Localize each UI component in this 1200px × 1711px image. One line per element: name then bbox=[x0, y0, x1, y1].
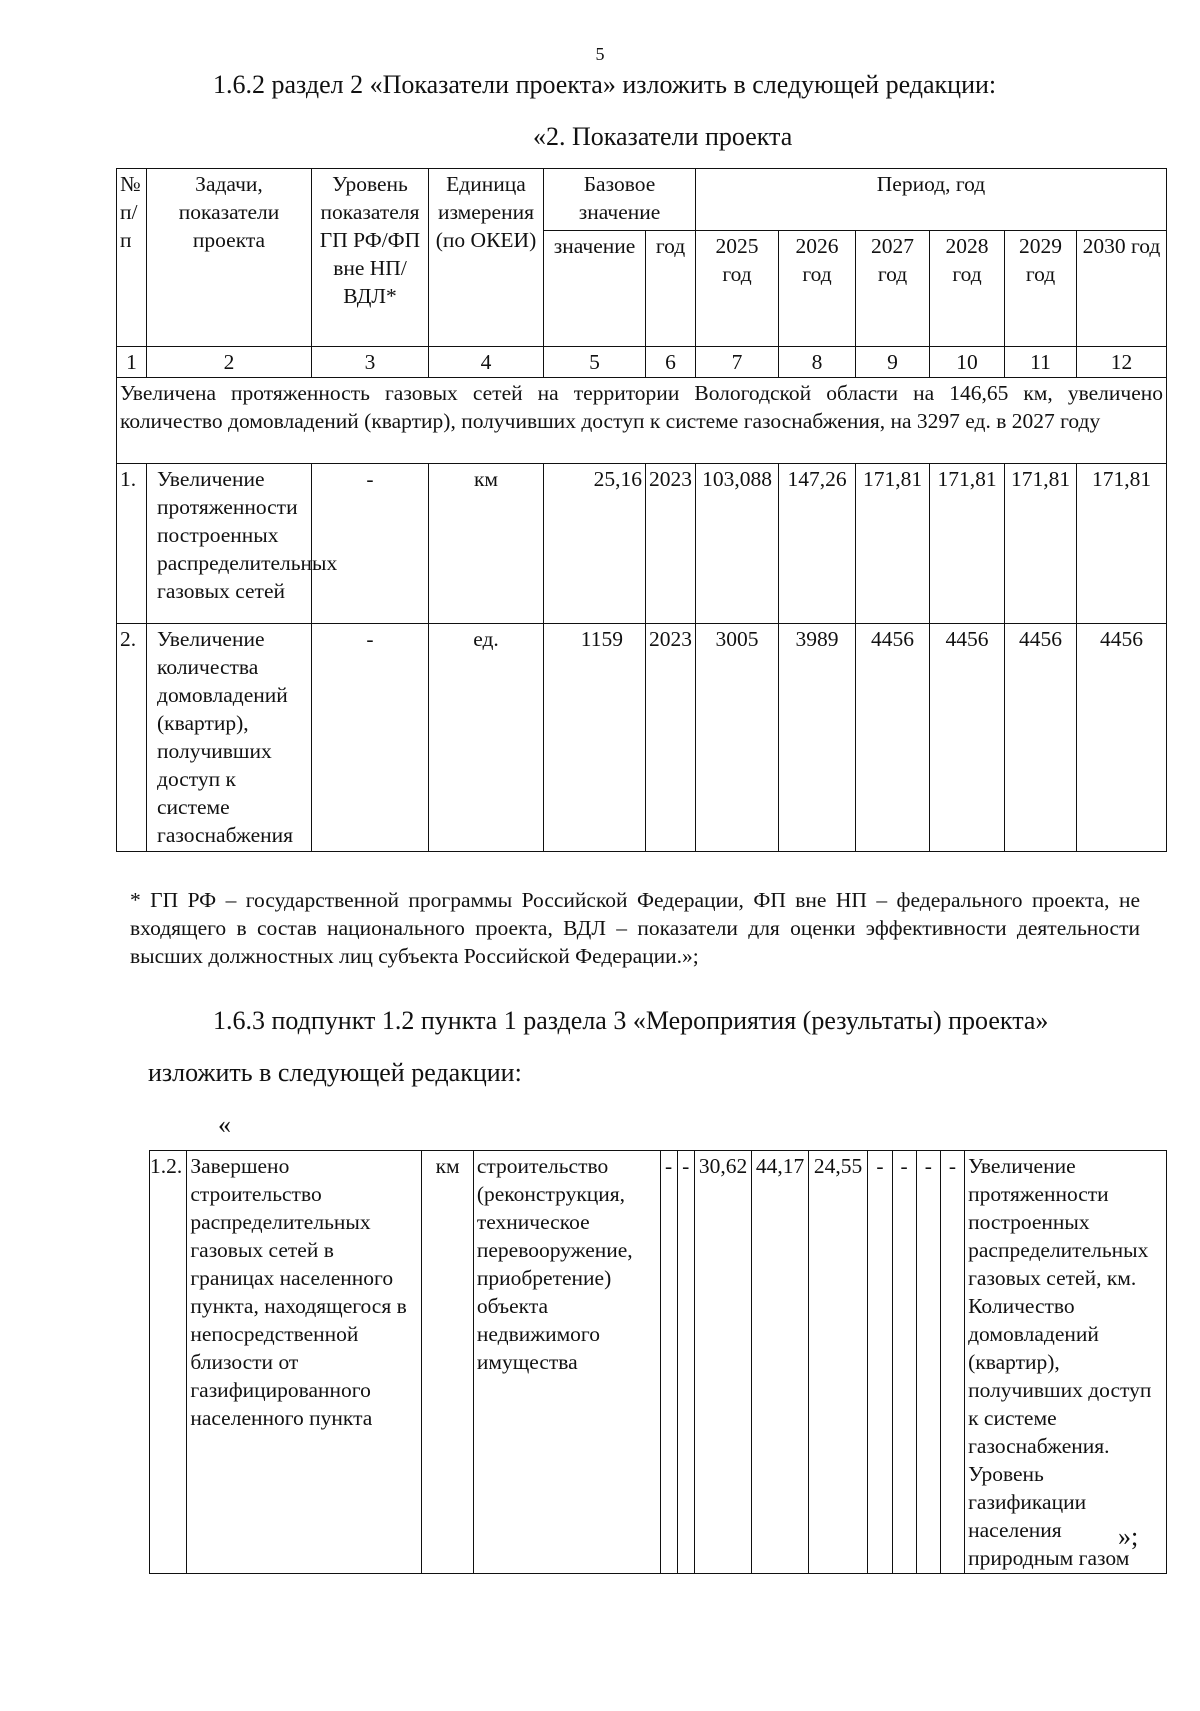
header-num: № п/ п bbox=[117, 169, 147, 347]
opening-quote: « bbox=[218, 1110, 231, 1139]
activity-result: Увеличение протяженности построенных распределительных газовых сетей, км. Количество домовладений (квартир), получивших доступ к системе газоснабжения. Уровень газификации населения природным газом bbox=[965, 1151, 1167, 1574]
header-year-2029: 2029 год bbox=[1005, 231, 1077, 347]
activity-num: 1.2. bbox=[150, 1151, 187, 1574]
header-year-2030: 2030 год bbox=[1077, 231, 1167, 347]
activity-value: 30,62 bbox=[694, 1151, 752, 1574]
activities-table bbox=[149, 1150, 1167, 1574]
row-value-2027: 171,81 bbox=[856, 464, 930, 624]
activity-dash: - bbox=[916, 1151, 940, 1574]
amendment-paragraph-continued: изложить в следующей редакции: bbox=[148, 1058, 522, 1087]
header-level: Уровень показателя ГП РФ/ФП вне НП/ВДЛ* bbox=[312, 169, 429, 347]
column-number: 9 bbox=[856, 347, 930, 378]
row-value-2028: 4456 bbox=[930, 624, 1005, 852]
header-year-2028: 2028 год bbox=[930, 231, 1005, 347]
row-value-2030: 4456 bbox=[1077, 624, 1167, 852]
row-base-value: 25,16 bbox=[544, 464, 646, 624]
column-number: 7 bbox=[696, 347, 779, 378]
activity-name: Завершено строительство распределительных газовых сетей в границах населенного пункта, находящегося в непосредственной близости от газифицированного населенного пункта bbox=[187, 1151, 422, 1574]
header-unit: Единица измерения (по ОКЕИ) bbox=[429, 169, 544, 347]
row-level: - bbox=[312, 624, 429, 852]
footnote: * ГП РФ – государственной программы Российской Федерации, ФП вне НП – федерального проекта, не входящего в состав национального проекта, ВДЛ – показатели для оценки эффективности деятельности высших должностных лиц субъекта Российской Федерации.»; bbox=[130, 888, 1140, 968]
column-number: 3 bbox=[312, 347, 429, 378]
row-num: 1. bbox=[117, 464, 147, 624]
header-tasks: Задачи, показатели проекта bbox=[147, 169, 312, 347]
activity-dash: - bbox=[677, 1151, 694, 1574]
row-value-2029: 171,81 bbox=[1005, 464, 1077, 624]
row-value-2025: 3005 bbox=[696, 624, 779, 852]
row-name: Увеличение количества домовладений (квартир), получивших доступ к системе газоснабжения bbox=[147, 624, 312, 852]
row-value-2026: 3989 bbox=[779, 624, 856, 852]
activity-dash: - bbox=[660, 1151, 677, 1574]
row-base-year: 2023 bbox=[646, 464, 696, 624]
row-base-year: 2023 bbox=[646, 624, 696, 852]
activity-value: 44,17 bbox=[752, 1151, 809, 1574]
activity-type: строительство (реконструкция, техническое перевооружение, приобретение) объекта недвижимого имущества bbox=[473, 1151, 660, 1574]
row-value-2025: 103,088 bbox=[696, 464, 779, 624]
table-title: «2. Показатели проекта bbox=[533, 122, 793, 151]
activity-dash: - bbox=[892, 1151, 916, 1574]
table-row bbox=[117, 464, 1167, 624]
header-year-2025: 2025 год bbox=[696, 231, 779, 347]
column-number: 11 bbox=[1005, 347, 1077, 378]
amendment-paragraph: 1.6.3 подпункт 1.2 пункта 1 раздела 3 «Мероприятия (результаты) проекта» bbox=[213, 1006, 1049, 1035]
table-row bbox=[117, 624, 1167, 852]
activity-unit: км bbox=[422, 1151, 473, 1574]
column-number: 1 bbox=[117, 347, 147, 378]
column-number-row bbox=[117, 347, 1167, 378]
row-value-2029: 4456 bbox=[1005, 624, 1077, 852]
header-year-2027: 2027 год bbox=[856, 231, 930, 347]
goal-text: Увеличена протяженность газовых сетей на территории Вологодской области на 146,65 км, увеличено количество домовладений (квартир), получивших доступ к системе газоснабжения, на 3297 ед. в 2027 году bbox=[117, 378, 1167, 464]
header-year-2026: 2026 год bbox=[779, 231, 856, 347]
row-value-2030: 171,81 bbox=[1077, 464, 1167, 624]
header-base-value: значение bbox=[544, 231, 646, 347]
header-base-year: год bbox=[646, 231, 696, 347]
row-num: 2. bbox=[117, 624, 147, 852]
column-number: 10 bbox=[930, 347, 1005, 378]
activity-dash: - bbox=[940, 1151, 964, 1574]
row-unit: ед. bbox=[429, 624, 544, 852]
column-number: 8 bbox=[779, 347, 856, 378]
header-period: Период, год bbox=[696, 169, 1167, 231]
column-number: 6 bbox=[646, 347, 696, 378]
page-number: 5 bbox=[595, 44, 605, 64]
closing-quote: »; bbox=[1118, 1522, 1139, 1551]
row-value-2027: 4456 bbox=[856, 624, 930, 852]
row-level: - bbox=[312, 464, 429, 624]
section-heading: 1.6.2 раздел 2 «Показатели проекта» изложить в следующей редакции: bbox=[213, 70, 997, 99]
table-row bbox=[150, 1151, 1167, 1574]
header-base: Базовое значение bbox=[544, 169, 696, 231]
row-unit: км bbox=[429, 464, 544, 624]
row-base-value: 1159 bbox=[544, 624, 646, 852]
column-number: 12 bbox=[1077, 347, 1167, 378]
row-value-2028: 171,81 bbox=[930, 464, 1005, 624]
indicators-table bbox=[116, 168, 1167, 852]
activity-value: 24,55 bbox=[808, 1151, 868, 1574]
activity-dash: - bbox=[868, 1151, 892, 1574]
column-number: 5 bbox=[544, 347, 646, 378]
row-name: Увеличение протяженности построенных распределительных газовых сетей bbox=[147, 464, 312, 624]
column-number: 4 bbox=[429, 347, 544, 378]
column-number: 2 bbox=[147, 347, 312, 378]
row-value-2026: 147,26 bbox=[779, 464, 856, 624]
